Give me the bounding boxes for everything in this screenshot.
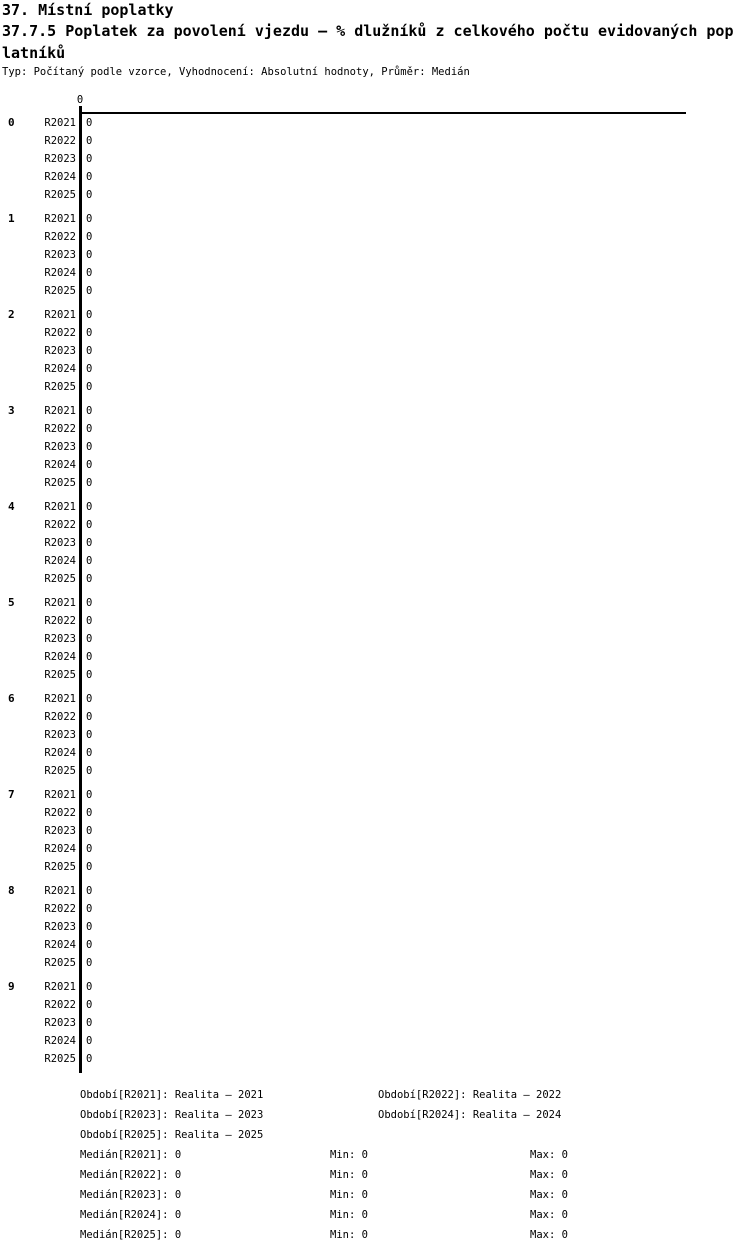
bar-series-label: R2025 bbox=[44, 957, 76, 969]
group-label: 8 bbox=[8, 884, 15, 897]
bar-value-label: 0 bbox=[86, 249, 93, 261]
legend-median-value: Medián[R2022]: 0 bbox=[80, 1169, 182, 1181]
bar-series-label: R2024 bbox=[44, 363, 76, 375]
bar-value-label: 0 bbox=[86, 633, 93, 645]
bar-series-label: R2022 bbox=[44, 135, 76, 147]
bar-value-label: 0 bbox=[86, 1053, 93, 1065]
bar-value-label: 0 bbox=[86, 537, 93, 549]
bar-series-label: R2022 bbox=[44, 615, 76, 627]
group-label: 5 bbox=[8, 596, 15, 609]
category-axis-line bbox=[79, 106, 82, 1073]
legend-max-value: Max: 0 bbox=[530, 1209, 568, 1221]
legend-period-entry: Období[R2022]: Realita – 2022 bbox=[378, 1089, 562, 1101]
bar-series-label: R2023 bbox=[44, 441, 76, 453]
bar-series-label: R2024 bbox=[44, 171, 76, 183]
bar-series-label: R2025 bbox=[44, 765, 76, 777]
legend-period-entry: Období[R2021]: Realita – 2021 bbox=[80, 1089, 264, 1101]
bar-series-label: R2024 bbox=[44, 747, 76, 759]
legend-min-value: Min: 0 bbox=[330, 1189, 368, 1201]
bar-value-label: 0 bbox=[86, 405, 93, 417]
bar-series-label: R2024 bbox=[44, 555, 76, 567]
group-label: 9 bbox=[8, 980, 15, 993]
bar-value-label: 0 bbox=[86, 999, 93, 1011]
bar-series-label: R2023 bbox=[44, 921, 76, 933]
bar-series-label: R2021 bbox=[44, 885, 76, 897]
bar-series-label: R2022 bbox=[44, 519, 76, 531]
bar-series-label: R2023 bbox=[44, 345, 76, 357]
bar-value-label: 0 bbox=[86, 363, 93, 375]
value-axis-line bbox=[80, 112, 686, 114]
bar-value-label: 0 bbox=[86, 501, 93, 513]
group-label: 7 bbox=[8, 788, 15, 801]
legend-max-value: Max: 0 bbox=[530, 1169, 568, 1181]
bar-series-label: R2022 bbox=[44, 903, 76, 915]
bar-value-label: 0 bbox=[86, 693, 93, 705]
bar-value-label: 0 bbox=[86, 153, 93, 165]
bar-value-label: 0 bbox=[86, 381, 93, 393]
bar-value-label: 0 bbox=[86, 903, 93, 915]
group-label: 6 bbox=[8, 692, 15, 705]
bar-value-label: 0 bbox=[86, 669, 93, 681]
bar-series-label: R2023 bbox=[44, 1017, 76, 1029]
bar-series-label: R2025 bbox=[44, 573, 76, 585]
bar-series-label: R2025 bbox=[44, 861, 76, 873]
group-label: 3 bbox=[8, 404, 15, 417]
bar-series-label: R2023 bbox=[44, 537, 76, 549]
bar-value-label: 0 bbox=[86, 789, 93, 801]
bar-series-label: R2022 bbox=[44, 327, 76, 339]
bar-series-label: R2021 bbox=[44, 597, 76, 609]
bar-series-label: R2022 bbox=[44, 423, 76, 435]
bar-value-label: 0 bbox=[86, 765, 93, 777]
bar-value-label: 0 bbox=[86, 519, 93, 531]
group-label: 4 bbox=[8, 500, 15, 513]
bar-series-label: R2023 bbox=[44, 633, 76, 645]
bar-value-label: 0 bbox=[86, 309, 93, 321]
bar-series-label: R2025 bbox=[44, 1053, 76, 1065]
page-title: 37. Místní poplatky bbox=[2, 1, 174, 19]
bar-value-label: 0 bbox=[86, 597, 93, 609]
legend-period-entry: Období[R2023]: Realita – 2023 bbox=[80, 1109, 264, 1121]
bar-value-label: 0 bbox=[86, 729, 93, 741]
legend-median-value: Medián[R2021]: 0 bbox=[80, 1149, 182, 1161]
bar-series-label: R2025 bbox=[44, 381, 76, 393]
bar-series-label: R2021 bbox=[44, 309, 76, 321]
bar-series-label: R2021 bbox=[44, 981, 76, 993]
bar-value-label: 0 bbox=[86, 441, 93, 453]
bar-value-label: 0 bbox=[86, 573, 93, 585]
bar-series-label: R2024 bbox=[44, 1035, 76, 1047]
bar-value-label: 0 bbox=[86, 939, 93, 951]
bar-value-label: 0 bbox=[86, 885, 93, 897]
group-label: 2 bbox=[8, 308, 15, 321]
bar-value-label: 0 bbox=[86, 1017, 93, 1029]
legend-median-value: Medián[R2025]: 0 bbox=[80, 1229, 182, 1241]
chart-meta-info: Typ: Počítaný podle vzorce, Vyhodnocení: Absolutní hodnoty, Průměr: Medián bbox=[2, 66, 470, 78]
chart-subtitle-line-2: latníků bbox=[2, 44, 66, 62]
bar-value-label: 0 bbox=[86, 861, 93, 873]
bar-series-label: R2025 bbox=[44, 669, 76, 681]
bar-value-label: 0 bbox=[86, 285, 93, 297]
bar-value-label: 0 bbox=[86, 327, 93, 339]
bar-series-label: R2024 bbox=[44, 459, 76, 471]
bar-series-label: R2024 bbox=[44, 267, 76, 279]
legend-median-value: Medián[R2024]: 0 bbox=[80, 1209, 182, 1221]
bar-value-label: 0 bbox=[86, 459, 93, 471]
bar-series-label: R2023 bbox=[44, 825, 76, 837]
bar-value-label: 0 bbox=[86, 825, 93, 837]
bar-value-label: 0 bbox=[86, 135, 93, 147]
bar-value-label: 0 bbox=[86, 807, 93, 819]
bar-value-label: 0 bbox=[86, 213, 93, 225]
bar-series-label: R2021 bbox=[44, 405, 76, 417]
bar-series-label: R2021 bbox=[44, 693, 76, 705]
bar-series-label: R2025 bbox=[44, 477, 76, 489]
bar-series-label: R2025 bbox=[44, 285, 76, 297]
legend-min-value: Min: 0 bbox=[330, 1209, 368, 1221]
bar-series-label: R2022 bbox=[44, 711, 76, 723]
bar-value-label: 0 bbox=[86, 267, 93, 279]
bar-series-label: R2023 bbox=[44, 153, 76, 165]
bar-value-label: 0 bbox=[86, 1035, 93, 1047]
legend-min-value: Min: 0 bbox=[330, 1169, 368, 1181]
bar-value-label: 0 bbox=[86, 345, 93, 357]
bar-series-label: R2023 bbox=[44, 249, 76, 261]
bar-value-label: 0 bbox=[86, 555, 93, 567]
legend-min-value: Min: 0 bbox=[330, 1229, 368, 1241]
bar-series-label: R2024 bbox=[44, 651, 76, 663]
value-axis-tick-label: 0 bbox=[76, 94, 84, 106]
bar-value-label: 0 bbox=[86, 747, 93, 759]
bar-value-label: 0 bbox=[86, 651, 93, 663]
chart-subtitle-line-1: 37.7.5 Poplatek za povolení vjezdu – % dlužníků z celkového počtu evidovaných pop bbox=[2, 22, 734, 40]
bar-value-label: 0 bbox=[86, 711, 93, 723]
bar-series-label: R2021 bbox=[44, 213, 76, 225]
legend-max-value: Max: 0 bbox=[530, 1229, 568, 1241]
bar-series-label: R2025 bbox=[44, 189, 76, 201]
bar-series-label: R2021 bbox=[44, 789, 76, 801]
bar-value-label: 0 bbox=[86, 189, 93, 201]
bar-value-label: 0 bbox=[86, 981, 93, 993]
bar-series-label: R2021 bbox=[44, 501, 76, 513]
legend-period-entry: Období[R2025]: Realita – 2025 bbox=[80, 1129, 264, 1141]
bar-value-label: 0 bbox=[86, 117, 93, 129]
bar-series-label: R2024 bbox=[44, 843, 76, 855]
bar-series-label: R2021 bbox=[44, 117, 76, 129]
bar-value-label: 0 bbox=[86, 231, 93, 243]
bar-value-label: 0 bbox=[86, 171, 93, 183]
group-label: 0 bbox=[8, 116, 15, 129]
bar-value-label: 0 bbox=[86, 423, 93, 435]
legend-max-value: Max: 0 bbox=[530, 1149, 568, 1161]
bar-series-label: R2023 bbox=[44, 729, 76, 741]
legend-min-value: Min: 0 bbox=[330, 1149, 368, 1161]
legend-max-value: Max: 0 bbox=[530, 1189, 568, 1201]
bar-value-label: 0 bbox=[86, 843, 93, 855]
bar-series-label: R2022 bbox=[44, 999, 76, 1011]
bar-value-label: 0 bbox=[86, 921, 93, 933]
bar-series-label: R2022 bbox=[44, 807, 76, 819]
bar-series-label: R2022 bbox=[44, 231, 76, 243]
bar-value-label: 0 bbox=[86, 477, 93, 489]
legend-period-entry: Období[R2024]: Realita – 2024 bbox=[378, 1109, 562, 1121]
bar-value-label: 0 bbox=[86, 957, 93, 969]
group-label: 1 bbox=[8, 212, 15, 225]
bar-value-label: 0 bbox=[86, 615, 93, 627]
legend-median-value: Medián[R2023]: 0 bbox=[80, 1189, 182, 1201]
bar-series-label: R2024 bbox=[44, 939, 76, 951]
